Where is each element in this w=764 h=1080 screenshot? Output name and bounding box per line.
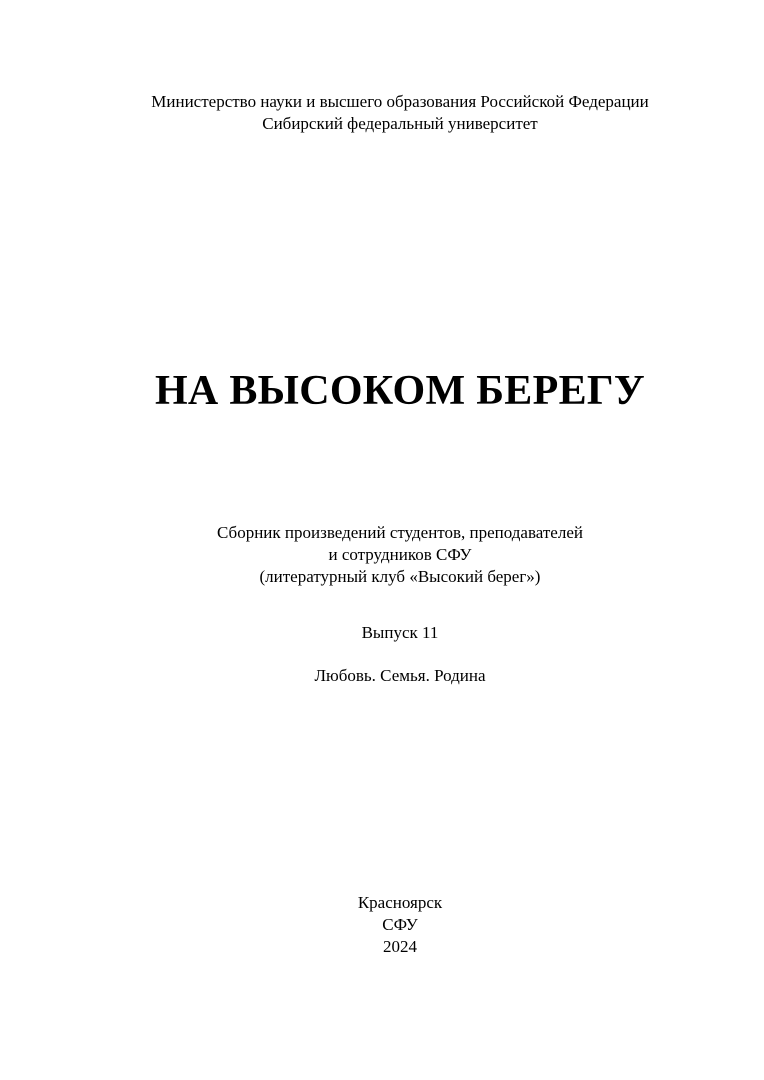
imprint-city: Красноярск xyxy=(357,893,443,912)
book-title: НА ВЫСОКОМ БЕРЕГУ xyxy=(154,368,646,414)
imprint-publisher: СФУ xyxy=(382,915,418,934)
description-line-2: и сотрудников СФУ xyxy=(328,545,472,564)
university-line: Сибирский федеральный университет xyxy=(262,114,538,133)
imprint-year: 2024 xyxy=(383,937,417,956)
issue-number: Выпуск 11 xyxy=(361,623,439,642)
issue-theme: Любовь. Семья. Родина xyxy=(314,666,486,685)
ministry-line: Министерство науки и высшего образования Российской Федерации xyxy=(151,92,649,111)
description-line-1: Сборник произведений студентов, преподавателей xyxy=(217,523,583,542)
description-line-3: (литературный клуб «Высокий берег») xyxy=(259,567,541,586)
